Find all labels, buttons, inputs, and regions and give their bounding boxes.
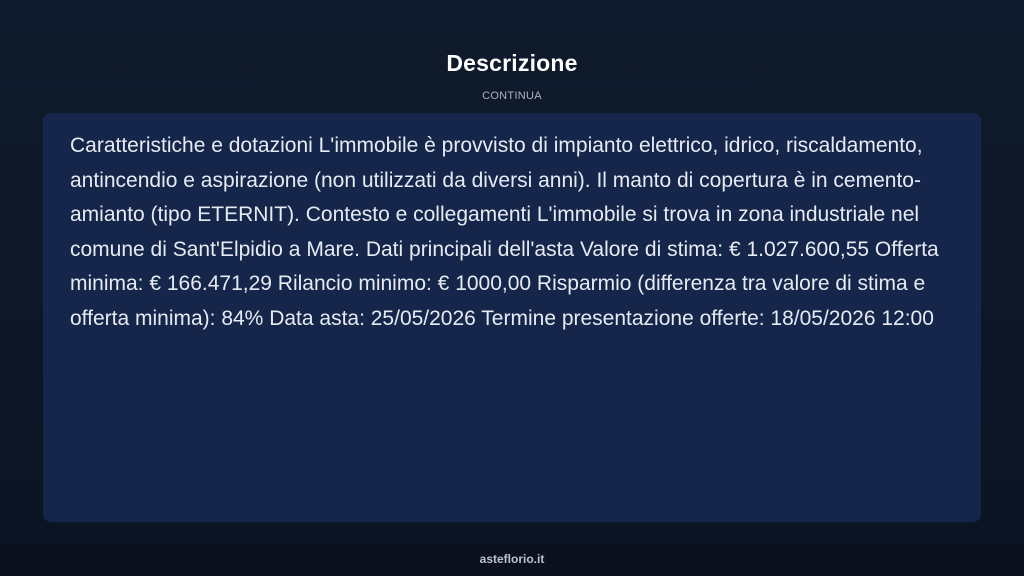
description-card [43, 113, 981, 522]
footer [0, 544, 1024, 576]
description-text: Caratteristiche e dotazioni L'immobile è provvisto di impianto elettrico, idrico, riscaldamento, antincendio e aspirazione (non utilizzati da diversi anni). Il manto di copertura è in cemento-amianto (tipo ETERNIT). Contesto e collegamenti L'immobile si trova in zona industriale nel comune di Sant'Elpidio a Mare. Dati principali dell'asta Valore di stima: € 1.027.600,55 Offerta minima: € 166.471,29 Rilancio minimo: € 1000,00 Risparmio (differenza tra valore di stima e offerta minima): 84% Data asta: 25/05/2026 Termine presentazione offerte: 18/05/2026 12:00 [70, 134, 939, 330]
page-title: Descrizione [446, 50, 578, 76]
continue-label: CONTINUA [482, 90, 542, 102]
site-name: asteflorio.it [479, 552, 545, 566]
